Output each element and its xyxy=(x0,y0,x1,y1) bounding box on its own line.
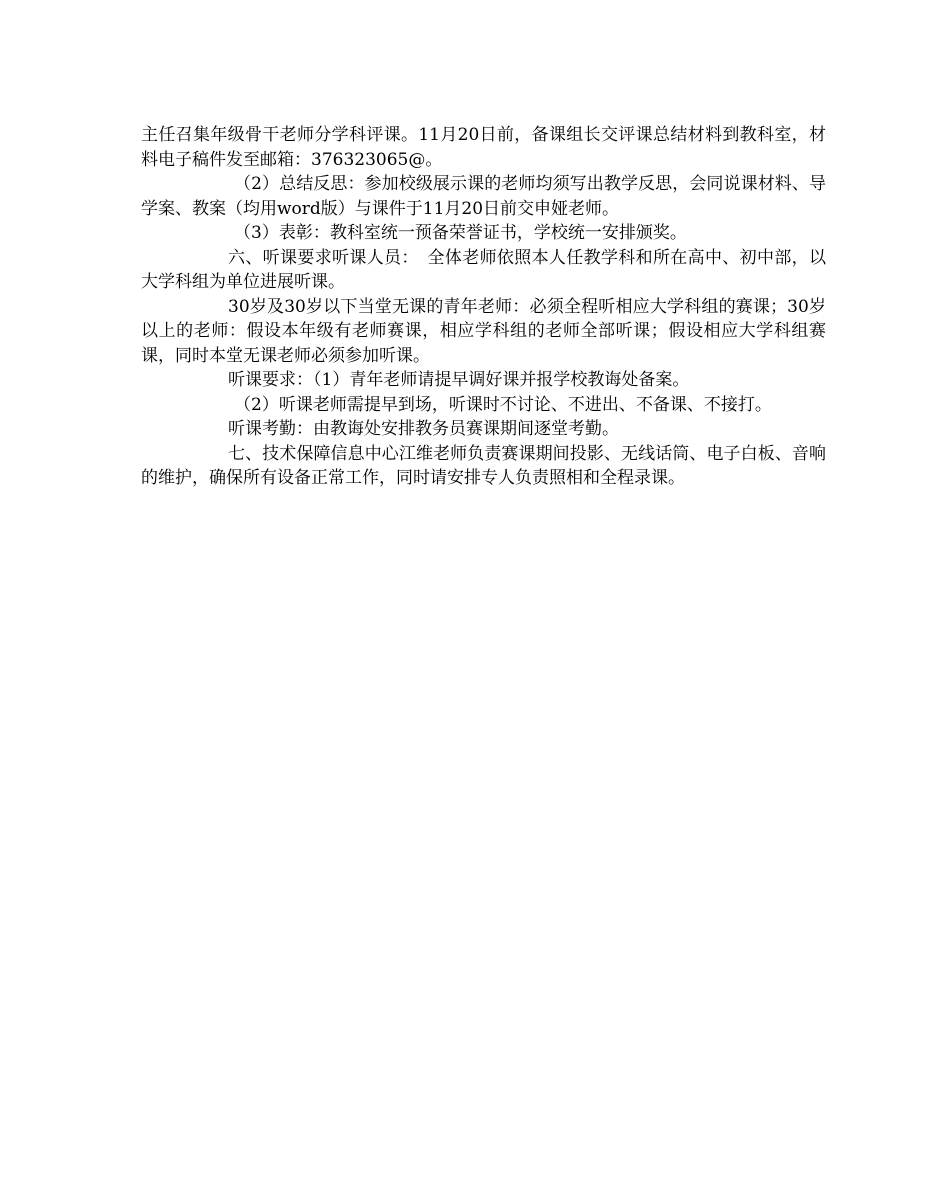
paragraph-section-seven: 七、技术保障信息中心江维老师负责赛课期间投影、无线话筒、电子白板、音响的维护，确保所有设备正常工作，同时请安排专人负责照相和全程录课。 xyxy=(141,443,826,488)
paragraph-reflection: （2）总结反思：参加校级展示课的老师均须写出教学反思，会同说课材料、导学案、教案（均用word版）与课件于11月20日前交申娅老师。 xyxy=(141,174,826,219)
paragraph-section-six: 六、听课要求听课人员： 全体老师依照本人任教学科和所在高中、初中部，以大学科组为单位进展听课。 xyxy=(141,247,826,292)
paragraph-listening-requirement-1: 听课要求：（1）青年老师请提早调好课并报学校教诲处备案。 xyxy=(228,370,690,390)
paragraph-commendation: （3）表彰：教科室统一预备荣誉证书，学校统一安排颁奖。 xyxy=(234,223,687,243)
paragraph-attendance-rules: 30岁及30岁以下当堂无课的青年老师：必须全程听相应大学科组的赛课；30岁以上的老师：假设本年级有老师赛课，相应学科组的老师全部听课；假设相应大学科组赛课，同时本堂无课老师必须参加听课。 xyxy=(141,296,826,366)
paragraph-attendance-check: 听课考勤：由教诲处安排教务员赛课期间逐堂考勤。 xyxy=(228,419,619,439)
paragraph-listening-requirement-2: （2）听课老师需提早到场，听课时不讨论、不进出、不备课、不接打。 xyxy=(234,394,772,415)
paragraph-review-summary: 主任召集年级骨干老师分学科评课。11月20日前，备课组长交评课总结材料到教科室，材料电子稿件发至邮箱：376323065@。 xyxy=(141,125,826,170)
document-body xyxy=(141,123,826,491)
